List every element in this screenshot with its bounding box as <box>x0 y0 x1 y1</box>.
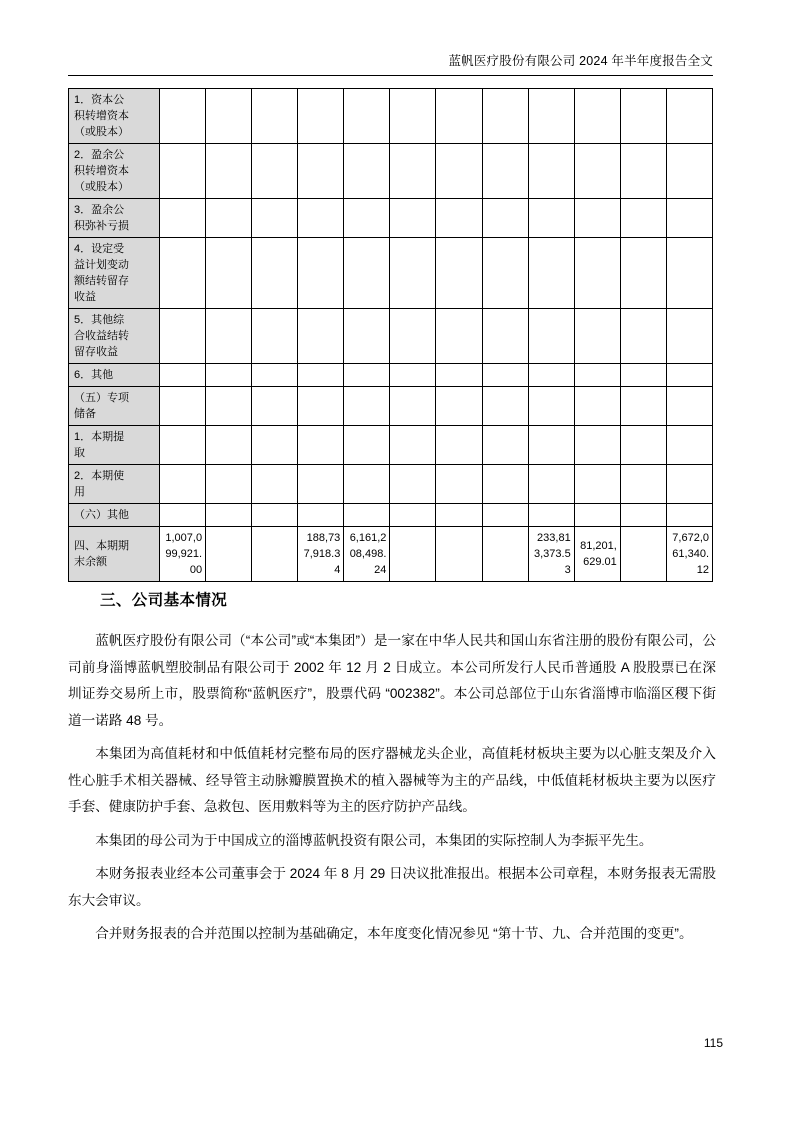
table-cell-empty <box>666 309 712 364</box>
table-cell-empty <box>206 364 252 387</box>
table-cell-empty <box>252 504 298 527</box>
row-label <box>69 426 160 465</box>
table-cell-empty <box>390 199 436 238</box>
row-label-line: 积弥补亏损 <box>74 220 129 232</box>
table-cell-empty <box>160 504 206 527</box>
table-cell-empty <box>620 89 666 144</box>
row-label-line: 收益 <box>74 291 96 303</box>
table-cell-empty <box>252 426 298 465</box>
row-label-line: （五）专项 <box>74 392 129 404</box>
table-cell-value: 6,161,208,498.24 <box>344 527 390 582</box>
table-row <box>69 504 713 527</box>
table-cell-empty <box>298 504 344 527</box>
table-cell-empty <box>436 527 482 582</box>
table-cell-empty <box>666 238 712 309</box>
table-cell-empty <box>528 387 574 426</box>
table-cell-empty <box>528 89 574 144</box>
row-label <box>69 504 160 527</box>
table-cell-empty <box>436 144 482 199</box>
table-cell-empty <box>482 527 528 582</box>
table-cell-empty <box>206 504 252 527</box>
table-cell-empty <box>206 238 252 309</box>
table-cell-empty <box>482 199 528 238</box>
table-cell-empty <box>160 89 206 144</box>
row-label-line: 2．本期使 <box>74 470 125 482</box>
table-cell-empty <box>206 465 252 504</box>
table-cell-empty <box>206 387 252 426</box>
row-label <box>69 364 160 387</box>
table-cell-empty <box>528 309 574 364</box>
table-cell-empty <box>620 144 666 199</box>
table-cell-empty <box>666 199 712 238</box>
body-paragraph: 本财务报表业经本公司董事会于 2024 年 8 月 29 日决议批准报出。根据本公司章程，本财务报表无需股东大会审议。 <box>68 866 716 908</box>
table-cell-empty <box>206 527 252 582</box>
table-cell-empty <box>298 465 344 504</box>
table-row <box>69 426 713 465</box>
table-cell-empty <box>160 364 206 387</box>
table-cell-empty <box>666 387 712 426</box>
table-cell-empty <box>574 504 620 527</box>
row-label-line: 3．盈余公 <box>74 204 125 216</box>
table-cell-empty <box>298 426 344 465</box>
table-cell-empty <box>344 238 390 309</box>
table-cell-empty <box>344 426 390 465</box>
row-label-line: 5．其他综 <box>74 314 125 326</box>
table-cell-empty <box>574 387 620 426</box>
table-cell-empty <box>252 144 298 199</box>
table-cell-empty <box>298 309 344 364</box>
table-cell-empty <box>206 309 252 364</box>
row-label-line: 1．本期提 <box>74 431 125 443</box>
row-label-line: 2．盈余公 <box>74 149 125 161</box>
table-cell-value: 233,813,373.53 <box>528 527 574 582</box>
row-label-line: 4．设定受 <box>74 243 125 255</box>
table-cell-empty <box>666 89 712 144</box>
row-label <box>69 238 160 309</box>
row-label-line: 积转增资本 <box>74 110 129 122</box>
table-cell-empty <box>482 238 528 309</box>
equity-change-table <box>68 88 713 582</box>
table-cell-empty <box>666 504 712 527</box>
row-label-line: （六）其他 <box>74 509 129 521</box>
table-cell-empty <box>666 364 712 387</box>
row-label <box>69 527 160 582</box>
row-label <box>69 144 160 199</box>
table-cell-empty <box>528 504 574 527</box>
row-label-line: 储备 <box>74 408 96 420</box>
table-cell-empty <box>620 465 666 504</box>
table-cell-empty <box>390 465 436 504</box>
table-cell-empty <box>482 89 528 144</box>
table-cell-empty <box>528 465 574 504</box>
table-cell-empty <box>298 364 344 387</box>
table-cell-empty <box>620 387 666 426</box>
table-cell-empty <box>344 89 390 144</box>
table-cell-empty <box>298 238 344 309</box>
table-cell-empty <box>436 238 482 309</box>
table-cell-empty <box>574 426 620 465</box>
table-cell-empty <box>206 144 252 199</box>
section-heading: 三、公司基本情况 <box>100 592 228 609</box>
table-cell-empty <box>206 426 252 465</box>
table-row <box>69 364 713 387</box>
row-label <box>69 89 160 144</box>
table-cell-empty <box>528 426 574 465</box>
table-cell-empty <box>528 144 574 199</box>
table-cell-empty <box>252 309 298 364</box>
row-label-line: 四、本期期 <box>74 540 129 552</box>
table-cell-empty <box>390 309 436 364</box>
table-cell-value: 7,672,061,340.12 <box>666 527 712 582</box>
running-header: 蓝帆医疗股份有限公司 2024 年半年度报告全文 <box>448 54 713 68</box>
table-cell-empty <box>482 465 528 504</box>
table-cell-empty <box>344 364 390 387</box>
table-cell-empty <box>574 144 620 199</box>
table-cell-empty <box>390 89 436 144</box>
table-cell-empty <box>206 89 252 144</box>
table-cell-empty <box>482 387 528 426</box>
table-cell-empty <box>482 144 528 199</box>
body-paragraph: 本集团为高值耗材和中低值耗材完整布局的医疗器械龙头企业，高值耗材板块主要为以心脏支架及介入性心脏手术相关器械、经导管主动脉瓣膜置换术的植入器械等为主的产品线，中低值耗材板块主要为以医疗手套、健康防护手套、急救包、医用敷料等为主的医疗防护产品线。 <box>68 746 716 814</box>
table-cell-empty <box>482 504 528 527</box>
table-cell-empty <box>298 387 344 426</box>
table-cell-empty <box>666 465 712 504</box>
table-cell-empty <box>390 504 436 527</box>
table-cell-empty <box>160 309 206 364</box>
table-cell-empty <box>620 426 666 465</box>
table-cell-empty <box>298 199 344 238</box>
table-cell-empty <box>528 238 574 309</box>
table-cell-empty <box>436 465 482 504</box>
row-label-line: 益计划变动 <box>74 259 129 271</box>
table-cell-value: 1,007,099,921.00 <box>160 527 206 582</box>
table-cell-empty <box>160 387 206 426</box>
table-cell-empty <box>436 364 482 387</box>
section-body <box>68 628 716 955</box>
table-row <box>69 387 713 426</box>
table-cell-empty <box>390 364 436 387</box>
table-row <box>69 309 713 364</box>
table-cell-empty <box>574 89 620 144</box>
table-cell-empty <box>620 309 666 364</box>
table-cell-empty <box>574 309 620 364</box>
row-label-line: 6．其他 <box>74 369 114 381</box>
table-cell-empty <box>160 199 206 238</box>
table-cell-empty <box>390 144 436 199</box>
equity-table-body <box>69 89 713 582</box>
table-cell-empty <box>436 199 482 238</box>
table-cell-empty <box>620 504 666 527</box>
table-cell-empty <box>390 387 436 426</box>
row-label-line: 合收益结转 <box>74 330 129 342</box>
table-cell-empty <box>252 199 298 238</box>
table-cell-empty <box>436 387 482 426</box>
row-label <box>69 309 160 364</box>
row-label-line: 取 <box>74 447 85 459</box>
row-label-line: 留存收益 <box>74 346 118 358</box>
row-label-line: 1．资本公 <box>74 94 125 106</box>
table-cell-value: 188,737,918.34 <box>298 527 344 582</box>
table-cell-empty <box>160 238 206 309</box>
table-cell-empty <box>344 309 390 364</box>
row-label-line: 末余额 <box>74 556 107 568</box>
table-cell-empty <box>482 364 528 387</box>
row-label-line: 额结转留存 <box>74 275 129 287</box>
table-row <box>69 465 713 504</box>
table-cell-empty <box>298 89 344 144</box>
table-row <box>69 199 713 238</box>
table-cell-empty <box>620 199 666 238</box>
table-cell-empty <box>666 144 712 199</box>
table-cell-empty <box>390 527 436 582</box>
row-label <box>69 199 160 238</box>
table-cell-empty <box>252 387 298 426</box>
table-cell-empty <box>482 426 528 465</box>
row-label <box>69 387 160 426</box>
row-label-line: 用 <box>74 486 85 498</box>
table-cell-empty <box>390 238 436 309</box>
table-cell-empty <box>574 465 620 504</box>
page-number: 115 <box>703 1036 723 1050</box>
table-cell-empty <box>620 364 666 387</box>
row-label-line: 积转增资本 <box>74 165 129 177</box>
body-paragraph: 本集团的母公司为于中国成立的淄博蓝帆投资有限公司，本集团的实际控制人为李振平先生。 <box>95 832 653 848</box>
table-cell-empty <box>436 89 482 144</box>
table-cell-empty <box>528 199 574 238</box>
table-cell-empty <box>574 238 620 309</box>
table-cell-empty <box>620 238 666 309</box>
table-cell-empty <box>206 199 252 238</box>
table-cell-empty <box>252 364 298 387</box>
table-cell-empty <box>160 144 206 199</box>
row-label-line: （或股本） <box>74 126 129 138</box>
table-row <box>69 144 713 199</box>
table-cell-empty <box>620 527 666 582</box>
table-cell-value: 81,201,629.01 <box>574 527 620 582</box>
header-divider <box>68 75 713 76</box>
row-label-line: （或股本） <box>74 181 129 193</box>
table-row <box>69 527 713 582</box>
table-cell-empty <box>344 144 390 199</box>
table-cell-empty <box>298 144 344 199</box>
table-cell-empty <box>252 89 298 144</box>
row-label <box>69 465 160 504</box>
table-cell-empty <box>436 504 482 527</box>
table-cell-empty <box>160 426 206 465</box>
table-row <box>69 89 713 144</box>
table-cell-empty <box>436 309 482 364</box>
table-cell-empty <box>344 387 390 426</box>
table-cell-empty <box>528 364 574 387</box>
table-cell-empty <box>344 504 390 527</box>
table-cell-empty <box>344 199 390 238</box>
table-cell-empty <box>344 465 390 504</box>
table-cell-empty <box>252 527 298 582</box>
body-paragraph: 合并财务报表的合并范围以控制为基础确定，本年度变化情况参见 “第十节、九、合并范围的变更”。 <box>95 926 693 941</box>
table-cell-empty <box>482 309 528 364</box>
body-paragraph: 蓝帆医疗股份有限公司（“本公司”或“本集团”）是一家在中华人民共和国山东省注册的股份有限公司，公司前身淄博蓝帆塑胶制品有限公司于 2002 年 12 月 2 日成立。本公司所发行人民币普通股 A 股股票已在深圳证券交易所上市，股票简称“蓝帆医疗”，股票代码 “002382”。本公司总部位于山东省淄博市临淄区稷下街道一诺路 48 号。 <box>68 633 716 728</box>
table-cell-empty <box>390 426 436 465</box>
table-cell-empty <box>574 364 620 387</box>
table-cell-empty <box>666 426 712 465</box>
table-cell-empty <box>574 199 620 238</box>
table-cell-empty <box>160 465 206 504</box>
table-cell-empty <box>252 465 298 504</box>
table-cell-empty <box>436 426 482 465</box>
table-row <box>69 238 713 309</box>
table-cell-empty <box>252 238 298 309</box>
